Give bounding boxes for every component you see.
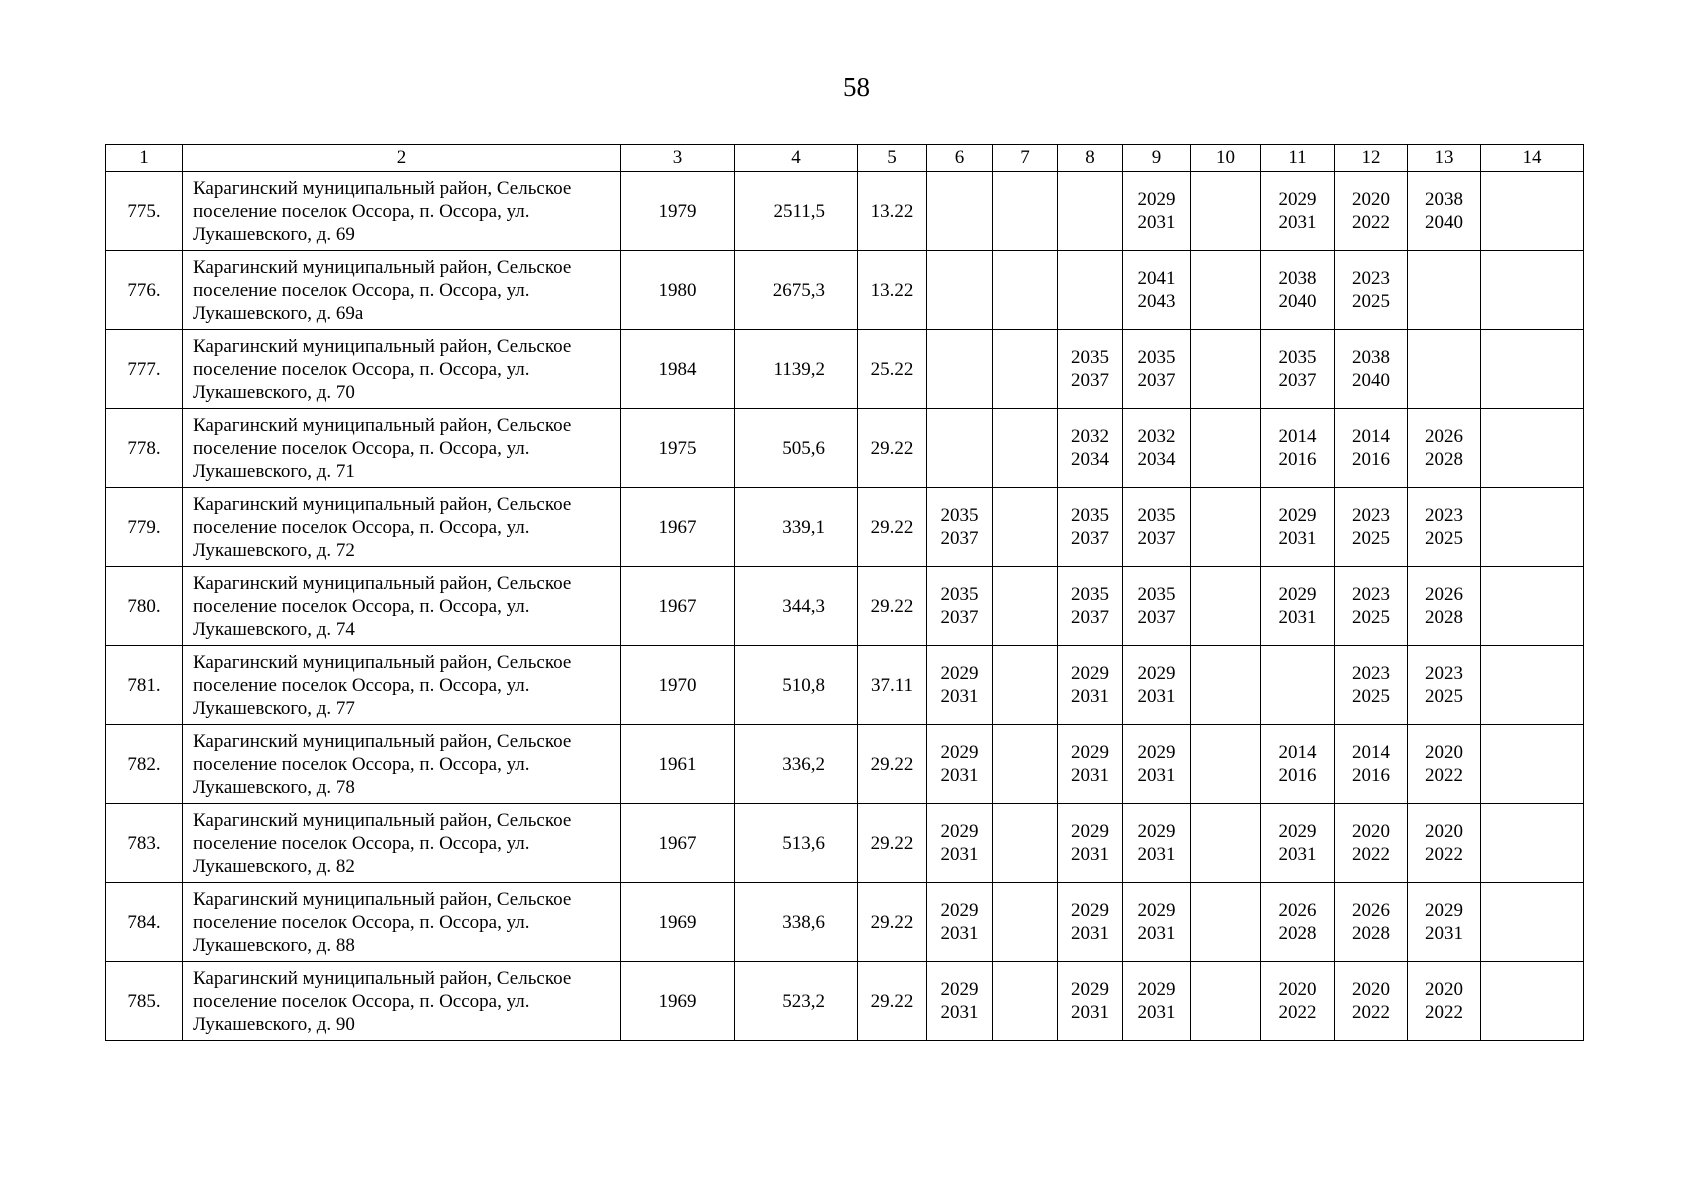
column-9-cell: 2035 2037 [1123,330,1191,409]
column-12-cell: 2023 2025 [1335,488,1408,567]
area-cell: 523,2 [735,962,858,1041]
column-11-cell: 2035 2037 [1261,330,1335,409]
area-cell: 344,3 [735,567,858,646]
column-7-cell [993,804,1058,883]
column-9-cell: 2029 2031 [1123,962,1191,1041]
column-14-cell [1481,330,1584,409]
column-5-cell: 29.22 [858,804,927,883]
column-12-cell: 2023 2025 [1335,251,1408,330]
column-13-cell: 2023 2025 [1408,488,1481,567]
column-header: 9 [1123,145,1191,172]
column-5-cell: 37.11 [858,646,927,725]
column-6-cell: 2035 2037 [927,488,993,567]
column-9-cell: 2041 2043 [1123,251,1191,330]
column-10-cell [1191,330,1261,409]
column-header: 10 [1191,145,1261,172]
column-11-cell: 2038 2040 [1261,251,1335,330]
column-12-cell: 2020 2022 [1335,804,1408,883]
column-11-cell: 2029 2031 [1261,804,1335,883]
column-14-cell [1481,962,1584,1041]
column-5-cell: 29.22 [858,488,927,567]
address-cell: Карагинский муниципальный район, Сельское поселение поселок Оссора, п. Оссора, ул. Лукашевского, д. 88 [183,883,621,962]
column-8-cell: 2029 2031 [1058,962,1123,1041]
column-5-cell: 29.22 [858,725,927,804]
address-cell: Карагинский муниципальный район, Сельское поселение поселок Оссора, п. Оссора, ул. Лукашевского, д. 74 [183,567,621,646]
area-cell: 338,6 [735,883,858,962]
column-8-cell: 2029 2031 [1058,804,1123,883]
row-number-cell: 785. [106,962,183,1041]
column-8-cell: 2035 2037 [1058,567,1123,646]
column-12-cell: 2023 2025 [1335,646,1408,725]
column-12-cell: 2026 2028 [1335,883,1408,962]
column-9-cell: 2029 2031 [1123,172,1191,251]
column-9-cell: 2035 2037 [1123,567,1191,646]
column-10-cell [1191,172,1261,251]
column-6-cell [927,330,993,409]
column-header: 4 [735,145,858,172]
column-6-cell: 2029 2031 [927,804,993,883]
column-11-cell [1261,646,1335,725]
column-11-cell: 2014 2016 [1261,725,1335,804]
address-cell: Карагинский муниципальный район, Сельское поселение поселок Оссора, п. Оссора, ул. Лукашевского, д. 77 [183,646,621,725]
year-built-cell: 1961 [621,725,735,804]
table-row [106,409,1584,488]
table-row [106,883,1584,962]
column-7-cell [993,725,1058,804]
column-header: 7 [993,145,1058,172]
column-header: 13 [1408,145,1481,172]
address-cell: Карагинский муниципальный район, Сельское поселение поселок Оссора, п. Оссора, ул. Лукашевского, д. 78 [183,725,621,804]
column-11-cell: 2029 2031 [1261,567,1335,646]
column-header: 1 [106,145,183,172]
table-row [106,488,1584,567]
table-row [106,804,1584,883]
area-cell: 505,6 [735,409,858,488]
column-7-cell [993,251,1058,330]
row-number-cell: 776. [106,251,183,330]
column-8-cell: 2035 2037 [1058,488,1123,567]
column-10-cell [1191,488,1261,567]
row-number-cell: 779. [106,488,183,567]
column-13-cell [1408,330,1481,409]
column-header: 2 [183,145,621,172]
column-13-cell: 2020 2022 [1408,804,1481,883]
column-8-cell [1058,251,1123,330]
column-14-cell [1481,488,1584,567]
column-8-cell [1058,172,1123,251]
column-13-cell: 2026 2028 [1408,409,1481,488]
column-9-cell: 2029 2031 [1123,804,1191,883]
column-13-cell: 2023 2025 [1408,646,1481,725]
year-built-cell: 1967 [621,488,735,567]
column-8-cell: 2029 2031 [1058,646,1123,725]
year-built-cell: 1980 [621,251,735,330]
column-7-cell [993,330,1058,409]
column-header: 11 [1261,145,1335,172]
column-14-cell [1481,251,1584,330]
column-header: 3 [621,145,735,172]
table-row [106,646,1584,725]
table-row [106,251,1584,330]
area-cell: 2511,5 [735,172,858,251]
area-cell: 513,6 [735,804,858,883]
year-built-cell: 1979 [621,172,735,251]
column-5-cell: 13.22 [858,172,927,251]
column-6-cell: 2029 2031 [927,646,993,725]
table-row [106,330,1584,409]
year-built-cell: 1984 [621,330,735,409]
column-14-cell [1481,172,1584,251]
column-14-cell [1481,883,1584,962]
column-7-cell [993,883,1058,962]
column-14-cell [1481,725,1584,804]
row-number-cell: 780. [106,567,183,646]
column-13-cell: 2020 2022 [1408,725,1481,804]
address-cell: Карагинский муниципальный район, Сельское поселение поселок Оссора, п. Оссора, ул. Лукашевского, д. 69 [183,172,621,251]
column-12-cell: 2014 2016 [1335,725,1408,804]
column-9-cell: 2029 2031 [1123,883,1191,962]
column-7-cell [993,646,1058,725]
column-11-cell: 2014 2016 [1261,409,1335,488]
housing-registry-table [105,144,1584,1041]
column-5-cell: 29.22 [858,567,927,646]
column-11-cell: 2026 2028 [1261,883,1335,962]
column-header: 12 [1335,145,1408,172]
row-number-cell: 775. [106,172,183,251]
row-number-cell: 784. [106,883,183,962]
column-12-cell: 2038 2040 [1335,330,1408,409]
column-header: 6 [927,145,993,172]
area-cell: 510,8 [735,646,858,725]
column-8-cell: 2029 2031 [1058,725,1123,804]
column-9-cell: 2029 2031 [1123,725,1191,804]
table-row [106,567,1584,646]
column-10-cell [1191,962,1261,1041]
table-body [106,172,1584,1041]
column-5-cell: 13.22 [858,251,927,330]
column-6-cell: 2035 2037 [927,567,993,646]
column-6-cell: 2029 2031 [927,725,993,804]
column-5-cell: 29.22 [858,883,927,962]
area-cell: 339,1 [735,488,858,567]
column-9-cell: 2029 2031 [1123,646,1191,725]
column-12-cell: 2023 2025 [1335,567,1408,646]
year-built-cell: 1967 [621,567,735,646]
column-6-cell: 2029 2031 [927,883,993,962]
column-7-cell [993,488,1058,567]
column-12-cell: 2020 2022 [1335,172,1408,251]
column-8-cell: 2029 2031 [1058,883,1123,962]
column-12-cell: 2020 2022 [1335,962,1408,1041]
column-13-cell: 2026 2028 [1408,567,1481,646]
column-10-cell [1191,251,1261,330]
column-7-cell [993,409,1058,488]
column-13-cell: 2020 2022 [1408,962,1481,1041]
column-5-cell: 25.22 [858,330,927,409]
column-14-cell [1481,409,1584,488]
table-row [106,725,1584,804]
column-14-cell [1481,804,1584,883]
header-row [106,145,1584,172]
column-10-cell [1191,567,1261,646]
column-header: 14 [1481,145,1584,172]
column-5-cell: 29.22 [858,962,927,1041]
column-10-cell [1191,804,1261,883]
year-built-cell: 1969 [621,883,735,962]
column-13-cell: 2038 2040 [1408,172,1481,251]
column-10-cell [1191,883,1261,962]
year-built-cell: 1975 [621,409,735,488]
column-6-cell [927,251,993,330]
address-cell: Карагинский муниципальный район, Сельское поселение поселок Оссора, п. Оссора, ул. Лукашевского, д. 70 [183,330,621,409]
column-header: 8 [1058,145,1123,172]
address-cell: Карагинский муниципальный район, Сельское поселение поселок Оссора, п. Оссора, ул. Лукашевского, д. 90 [183,962,621,1041]
column-11-cell: 2029 2031 [1261,172,1335,251]
column-11-cell: 2020 2022 [1261,962,1335,1041]
column-13-cell [1408,251,1481,330]
column-7-cell [993,962,1058,1041]
table-row [106,962,1584,1041]
row-number-cell: 783. [106,804,183,883]
column-6-cell: 2029 2031 [927,962,993,1041]
column-10-cell [1191,725,1261,804]
column-9-cell: 2035 2037 [1123,488,1191,567]
column-7-cell [993,172,1058,251]
row-number-cell: 778. [106,409,183,488]
address-cell: Карагинский муниципальный район, Сельское поселение поселок Оссора, п. Оссора, ул. Лукашевского, д. 71 [183,409,621,488]
column-5-cell: 29.22 [858,409,927,488]
address-cell: Карагинский муниципальный район, Сельское поселение поселок Оссора, п. Оссора, ул. Лукашевского, д. 69а [183,251,621,330]
address-cell: Карагинский муниципальный район, Сельское поселение поселок Оссора, п. Оссора, ул. Лукашевского, д. 72 [183,488,621,567]
column-14-cell [1481,567,1584,646]
address-cell: Карагинский муниципальный район, Сельское поселение поселок Оссора, п. Оссора, ул. Лукашевского, д. 82 [183,804,621,883]
column-header: 5 [858,145,927,172]
column-8-cell: 2035 2037 [1058,330,1123,409]
table-row [106,172,1584,251]
column-7-cell [993,567,1058,646]
column-10-cell [1191,646,1261,725]
row-number-cell: 777. [106,330,183,409]
column-6-cell [927,409,993,488]
year-built-cell: 1969 [621,962,735,1041]
year-built-cell: 1967 [621,804,735,883]
column-13-cell: 2029 2031 [1408,883,1481,962]
page-number: 58 [843,72,870,102]
area-cell: 1139,2 [735,330,858,409]
column-6-cell [927,172,993,251]
area-cell: 336,2 [735,725,858,804]
column-14-cell [1481,646,1584,725]
column-11-cell: 2029 2031 [1261,488,1335,567]
column-12-cell: 2014 2016 [1335,409,1408,488]
row-number-cell: 781. [106,646,183,725]
row-number-cell: 782. [106,725,183,804]
year-built-cell: 1970 [621,646,735,725]
column-8-cell: 2032 2034 [1058,409,1123,488]
column-9-cell: 2032 2034 [1123,409,1191,488]
area-cell: 2675,3 [735,251,858,330]
column-10-cell [1191,409,1261,488]
